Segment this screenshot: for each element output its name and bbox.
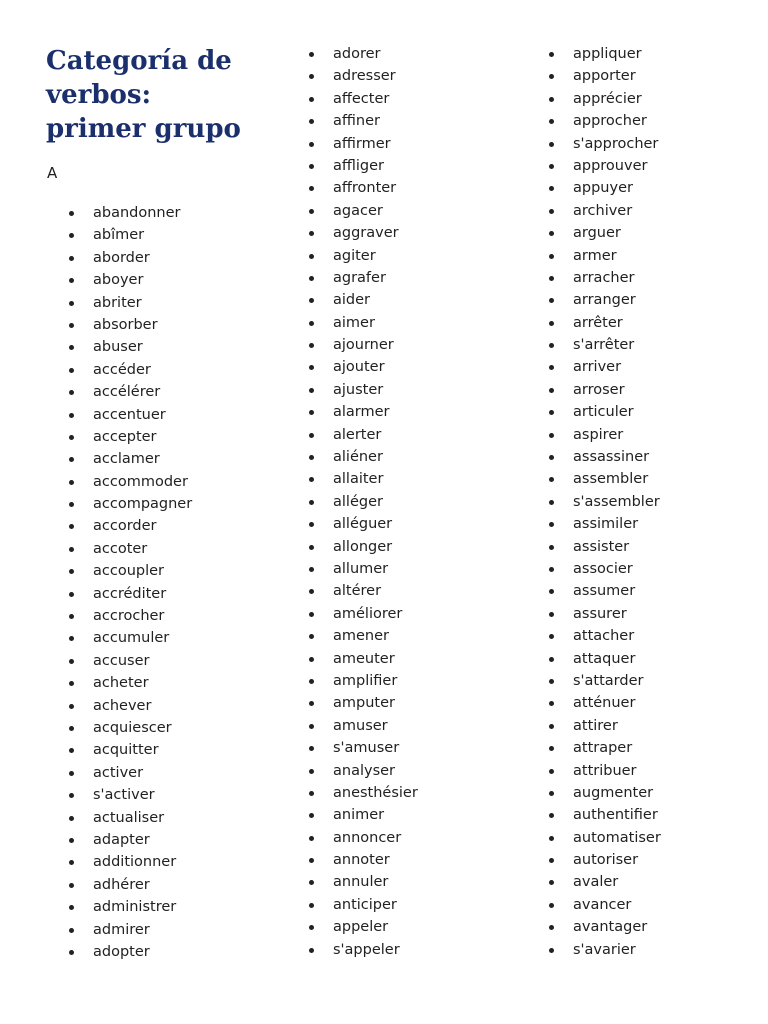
list-item: autoriser [549,849,661,871]
list-item: accréditer [69,583,192,605]
list-item: armer [549,245,661,267]
list-item: apporter [549,65,661,87]
list-item: amputer [309,692,418,714]
list-item: allonger [309,536,418,558]
list-item: activer [69,762,192,784]
list-item: affronter [309,177,418,199]
list-item: altérer [309,580,418,602]
list-item: affliger [309,155,418,177]
list-item: assumer [549,580,661,602]
list-item: assurer [549,603,661,625]
list-item: augmenter [549,782,661,804]
list-item: attacher [549,625,661,647]
list-item: s'arrêter [549,334,661,356]
title-line: verbos: [46,80,152,110]
list-item: achever [69,695,192,717]
list-item: accrocher [69,605,192,627]
list-item: alarmer [309,401,418,423]
list-item: annuler [309,871,418,893]
list-item: absorber [69,314,192,336]
list-item: avancer [549,894,661,916]
list-item: arracher [549,267,661,289]
list-item: s'amuser [309,737,418,759]
list-item: arroser [549,379,661,401]
list-item: adorer [309,43,418,65]
list-item: alléguer [309,513,418,535]
list-item: animer [309,804,418,826]
list-item: affecter [309,88,418,110]
list-item: authentifier [549,804,661,826]
list-item: accéder [69,359,192,381]
list-item: accoter [69,538,192,560]
list-item: approcher [549,110,661,132]
list-item: atténuer [549,692,661,714]
list-item: s'activer [69,784,192,806]
list-item: attribuer [549,760,661,782]
list-item: apprécier [549,88,661,110]
list-item: approuver [549,155,661,177]
list-item: s'appeler [309,939,418,961]
verb-list-column-2 [309,43,418,961]
list-item: améliorer [309,603,418,625]
list-item: abriter [69,292,192,314]
list-item: aspirer [549,424,661,446]
list-item: aimer [309,312,418,334]
list-item: accélérer [69,381,192,403]
list-item: affirmer [309,133,418,155]
list-item: ajouter [309,356,418,378]
list-item: associer [549,558,661,580]
list-item: aboyer [69,269,192,291]
list-item: appeler [309,916,418,938]
list-item: allaiter [309,468,418,490]
list-item: acclamer [69,448,192,470]
list-item: amplifier [309,670,418,692]
list-item: alléger [309,491,418,513]
list-item: s'assembler [549,491,661,513]
page-title [46,44,286,146]
list-item: accommoder [69,471,192,493]
list-item: abandonner [69,202,192,224]
list-item: accompagner [69,493,192,515]
section-letter: A [47,164,58,182]
list-item: affiner [309,110,418,132]
list-item: adresser [309,65,418,87]
list-item: adopter [69,941,192,963]
list-item: assembler [549,468,661,490]
verb-list-column-1 [69,202,192,963]
list-item: accorder [69,515,192,537]
list-item: abîmer [69,224,192,246]
list-item: attaquer [549,648,661,670]
list-item: alerter [309,424,418,446]
list-item: avaler [549,871,661,893]
list-item: articuler [549,401,661,423]
list-item: aggraver [309,222,418,244]
list-item: s'approcher [549,133,661,155]
list-item: anticiper [309,894,418,916]
list-item: allumer [309,558,418,580]
list-item: ajuster [309,379,418,401]
list-item: s'avarier [549,939,661,961]
list-item: arriver [549,356,661,378]
list-item: agrafer [309,267,418,289]
list-item: arranger [549,289,661,311]
list-item: arrêter [549,312,661,334]
list-item: accentuer [69,404,192,426]
list-item: agiter [309,245,418,267]
list-item: accoupler [69,560,192,582]
list-item: accumuler [69,627,192,649]
list-item: agacer [309,200,418,222]
list-item: attraper [549,737,661,759]
list-item: aliéner [309,446,418,468]
list-item: aider [309,289,418,311]
list-item: annoncer [309,827,418,849]
list-item: accepter [69,426,192,448]
list-item: actualiser [69,807,192,829]
list-item: analyser [309,760,418,782]
list-item: automatiser [549,827,661,849]
list-item: ameuter [309,648,418,670]
list-item: admirer [69,919,192,941]
list-item: assimiler [549,513,661,535]
list-item: assassiner [549,446,661,468]
list-item: appuyer [549,177,661,199]
list-item: anesthésier [309,782,418,804]
list-item: additionner [69,851,192,873]
list-item: arguer [549,222,661,244]
list-item: acquitter [69,739,192,761]
list-item: aborder [69,247,192,269]
list-item: abuser [69,336,192,358]
list-item: s'attarder [549,670,661,692]
list-item: assister [549,536,661,558]
list-item: archiver [549,200,661,222]
list-item: attirer [549,715,661,737]
list-item: adapter [69,829,192,851]
list-item: accuser [69,650,192,672]
title-line: Categoría de [46,46,232,76]
list-item: appliquer [549,43,661,65]
list-item: amener [309,625,418,647]
list-item: annoter [309,849,418,871]
list-item: acheter [69,672,192,694]
list-item: administrer [69,896,192,918]
title-line: primer grupo [46,114,241,144]
list-item: avantager [549,916,661,938]
list-item: acquiescer [69,717,192,739]
list-item: adhérer [69,874,192,896]
verb-list-column-3 [549,43,661,961]
list-item: amuser [309,715,418,737]
list-item: ajourner [309,334,418,356]
